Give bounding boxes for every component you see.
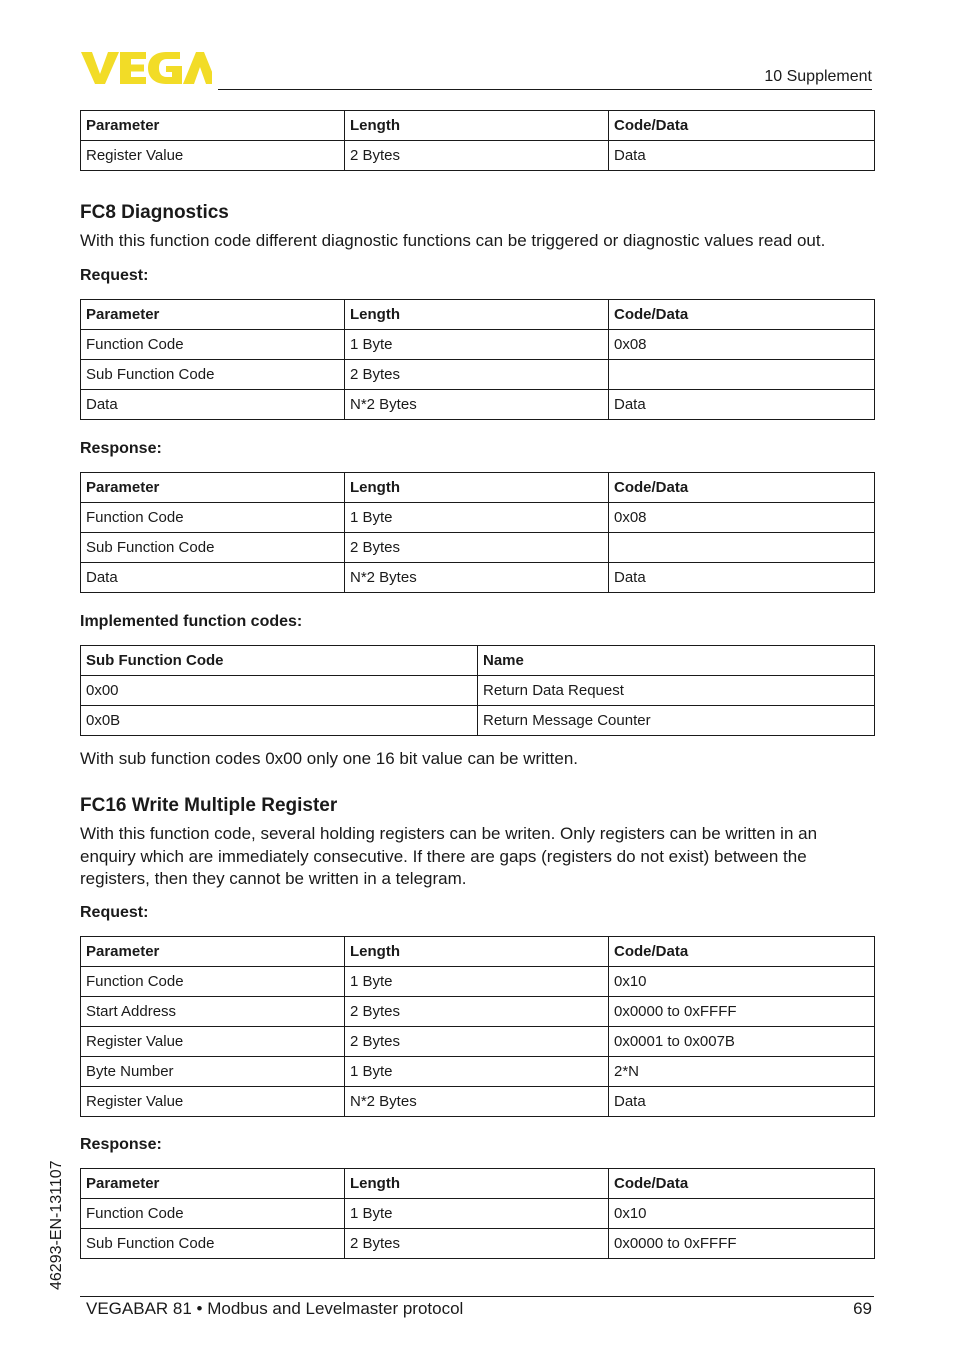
table-row — [81, 967, 875, 997]
section-label: 10 Supplement — [764, 68, 872, 85]
table-cell: 1 Byte — [345, 330, 609, 360]
table-cell: Function Code — [81, 330, 345, 360]
table-cell: Register Value — [81, 141, 345, 171]
table-cell: 2 Bytes — [345, 533, 609, 563]
table-cell: N*2 Bytes — [345, 390, 609, 420]
table-cell: 2 Bytes — [345, 997, 609, 1027]
fc16-request-label: Request: — [80, 904, 149, 921]
table-cell: Data — [609, 1087, 875, 1117]
logo-letter-g — [148, 52, 182, 84]
table-cell — [609, 533, 875, 563]
table-cell: 2 Bytes — [345, 141, 609, 171]
table-row — [81, 141, 875, 171]
table-row — [81, 997, 875, 1027]
table-cell: N*2 Bytes — [345, 563, 609, 593]
table-row — [81, 503, 875, 533]
column-header: Parameter — [81, 300, 345, 330]
table-cell: Byte Number — [81, 1057, 345, 1087]
table-cell: 1 Byte — [345, 1199, 609, 1229]
table-header-row — [81, 937, 875, 967]
fc16-response-table — [80, 1168, 875, 1259]
table-header-row — [81, 1169, 875, 1199]
table-row — [81, 1229, 875, 1259]
table-cell — [609, 360, 875, 390]
fc16-request-table — [80, 936, 875, 1117]
table-header-row — [81, 300, 875, 330]
table-cell: 2 Bytes — [345, 1027, 609, 1057]
column-header: Length — [345, 1169, 609, 1199]
table-row — [81, 1199, 875, 1229]
implemented-codes-table — [80, 645, 875, 736]
column-header: Sub Function Code — [81, 646, 478, 676]
column-header: Code/Data — [609, 937, 875, 967]
table-cell: Data — [609, 390, 875, 420]
table-cell: 0x0B — [81, 706, 478, 736]
table-header-row — [81, 473, 875, 503]
table-row — [81, 1087, 875, 1117]
fc8-request-label: Request: — [80, 267, 149, 284]
logo-letter-a — [183, 52, 212, 84]
fc8-request-table — [80, 299, 875, 420]
logo-letter-v — [81, 52, 119, 84]
table-cell: Register Value — [81, 1087, 345, 1117]
document-code: 46293-EN-131107 — [48, 1160, 65, 1290]
table-cell: 2 Bytes — [345, 360, 609, 390]
table-cell: Function Code — [81, 967, 345, 997]
table-cell: 1 Byte — [345, 967, 609, 997]
register-value-table — [80, 110, 875, 171]
table-row — [81, 1027, 875, 1057]
table-cell: Register Value — [81, 1027, 345, 1057]
footer-title: VEGABAR 81 • Modbus and Levelmaster protocol — [86, 1299, 464, 1318]
table-row — [81, 390, 875, 420]
column-header: Length — [345, 300, 609, 330]
table-cell: Data — [609, 563, 875, 593]
table-cell: 0x08 — [609, 503, 875, 533]
table-row — [81, 533, 875, 563]
table-cell: 2*N — [609, 1057, 875, 1087]
table-header-row — [81, 111, 875, 141]
vega-logo — [80, 50, 212, 86]
fc16-intro: With this function code, several holding registers can be writen. Only registers can be written in an enquiry which are immediately consecutive. If there are gaps (registers do not exist) between the registers, then they cannot be written in a telegram. — [80, 824, 818, 888]
column-header: Parameter — [81, 473, 345, 503]
column-header: Code/Data — [609, 1169, 875, 1199]
column-header: Length — [345, 937, 609, 967]
table-cell: Data — [81, 390, 345, 420]
footer-rule — [80, 1296, 874, 1297]
table-cell: Return Data Request — [478, 676, 875, 706]
column-header: Code/Data — [609, 111, 875, 141]
table-cell: 0x10 — [609, 1199, 875, 1229]
table-cell: N*2 Bytes — [345, 1087, 609, 1117]
table-row — [81, 330, 875, 360]
table-row — [81, 563, 875, 593]
fc8-response-label: Response: — [80, 440, 162, 457]
logo-letter-e — [120, 52, 146, 84]
table-cell: 0x0000 to 0xFFFF — [609, 997, 875, 1027]
table-cell: 1 Byte — [345, 1057, 609, 1087]
table-row — [81, 706, 875, 736]
column-header: Parameter — [81, 937, 345, 967]
page-number: 69 — [853, 1299, 872, 1318]
table-cell: Sub Function Code — [81, 533, 345, 563]
table-cell: Start Address — [81, 997, 345, 1027]
table-cell: 0x00 — [81, 676, 478, 706]
table-header-row — [81, 646, 875, 676]
table-cell: 2 Bytes — [345, 1229, 609, 1259]
table-cell: Return Message Counter — [478, 706, 875, 736]
table-row — [81, 676, 875, 706]
column-header: Name — [478, 646, 875, 676]
fc16-title: FC16 Write Multiple Register — [80, 795, 338, 816]
table-cell: Sub Function Code — [81, 360, 345, 390]
table-row — [81, 1057, 875, 1087]
fc8-intro: With this function code different diagnostic functions can be triggered or diagnostic values read out. — [80, 231, 826, 250]
table-cell: 0x08 — [609, 330, 875, 360]
column-header: Length — [345, 473, 609, 503]
fc16-response-label: Response: — [80, 1136, 162, 1153]
fc8-title: FC8 Diagnostics — [80, 202, 229, 223]
table-row — [81, 360, 875, 390]
table-cell: Data — [81, 563, 345, 593]
column-header: Code/Data — [609, 473, 875, 503]
table-cell: Function Code — [81, 1199, 345, 1229]
column-header: Parameter — [81, 111, 345, 141]
table-cell: Function Code — [81, 503, 345, 533]
table-cell: 0x0001 to 0x007B — [609, 1027, 875, 1057]
implemented-codes-label: Implemented function codes: — [80, 613, 303, 630]
header-rule — [218, 89, 872, 90]
table-cell: Sub Function Code — [81, 1229, 345, 1259]
column-header: Parameter — [81, 1169, 345, 1199]
table-cell: 0x0000 to 0xFFFF — [609, 1229, 875, 1259]
table-cell: 0x10 — [609, 967, 875, 997]
column-header: Length — [345, 111, 609, 141]
fc8-response-table — [80, 472, 875, 593]
table-cell: 1 Byte — [345, 503, 609, 533]
column-header: Code/Data — [609, 300, 875, 330]
fc8-note: With sub function codes 0x00 only one 16 bit value can be written. — [80, 749, 579, 768]
table-cell: Data — [609, 141, 875, 171]
